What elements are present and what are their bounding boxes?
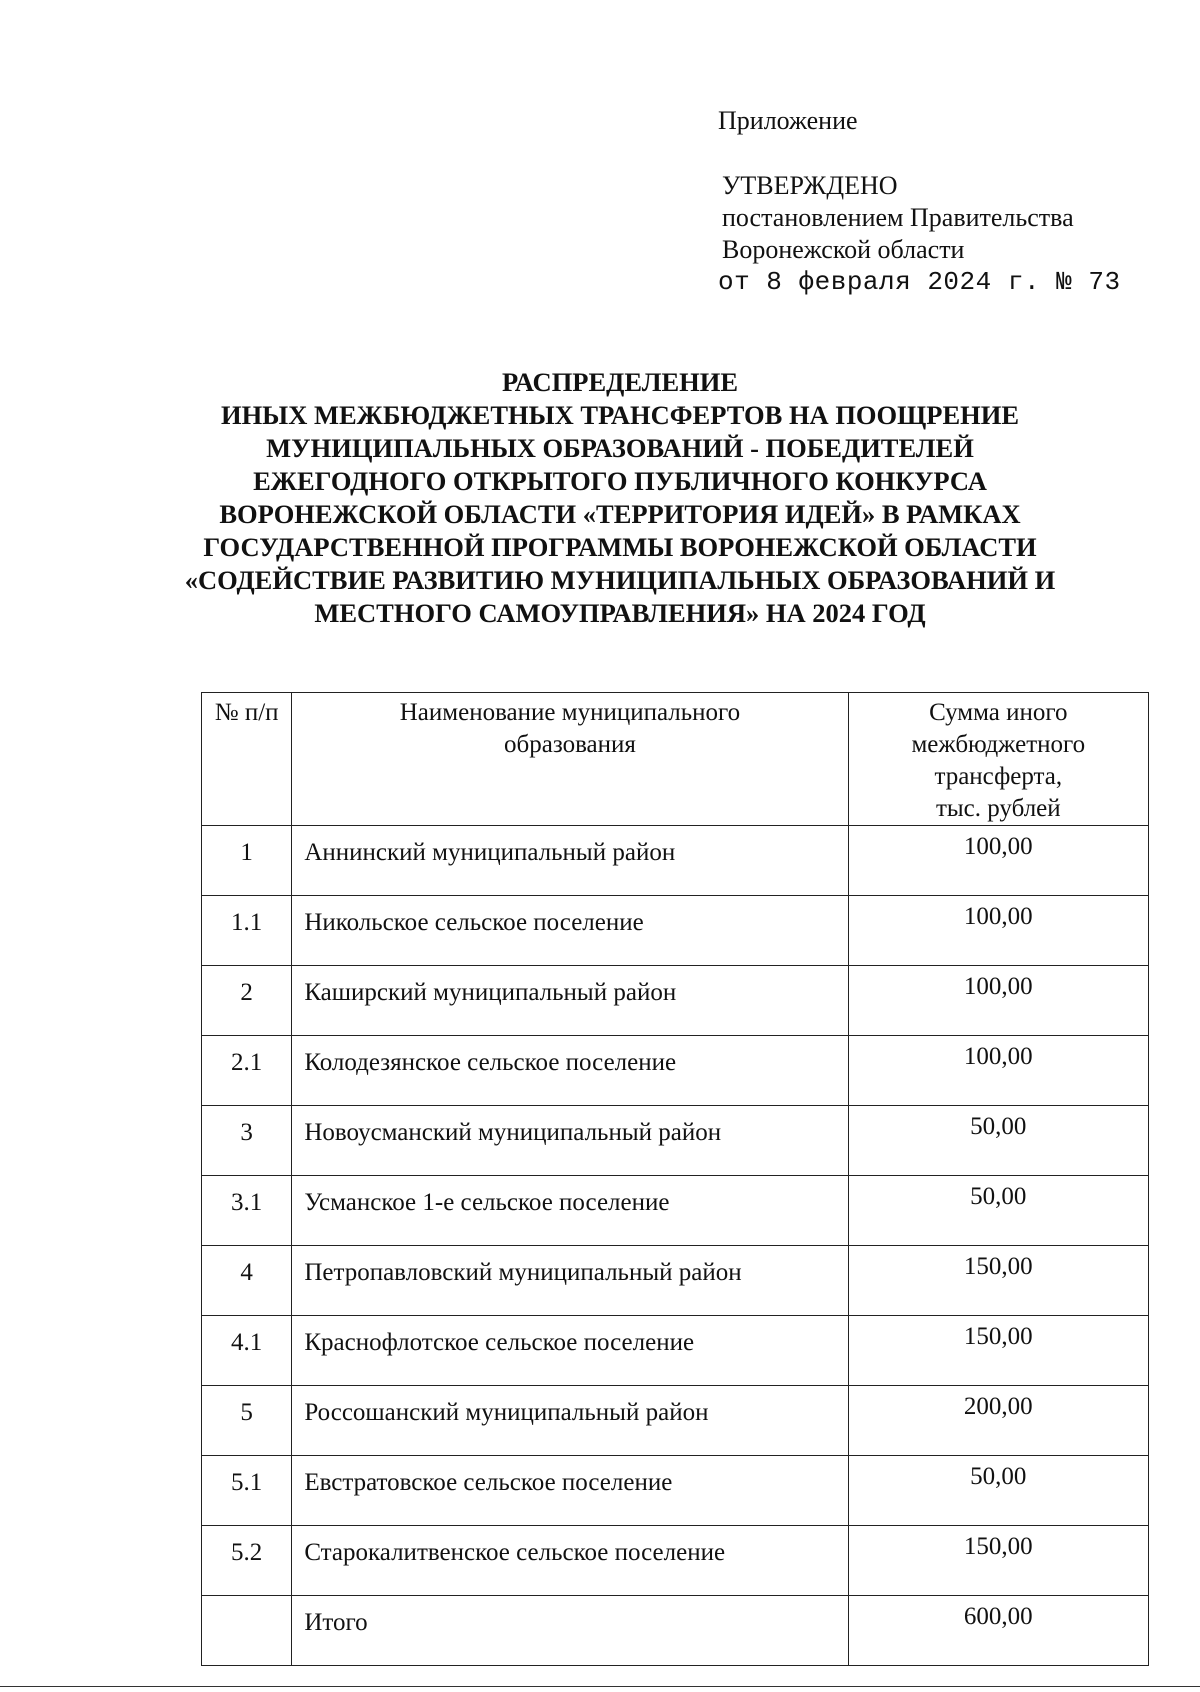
row-name: Старокалитвенское сельское поселение xyxy=(292,1526,848,1596)
row-name: Петропавловский муниципальный район xyxy=(292,1246,848,1316)
table-row xyxy=(202,826,1149,896)
row-name: Евстратовское сельское поселение xyxy=(292,1456,848,1526)
row-sum: 150,00 xyxy=(848,1526,1148,1596)
row-name: Итого xyxy=(292,1596,848,1666)
title-line: МЕСТНОГО САМОУПРАВЛЕНИЯ» НА 2024 ГОД xyxy=(314,598,926,628)
row-number: 2.1 xyxy=(202,1036,292,1106)
row-sum: 600,00 xyxy=(848,1596,1148,1666)
row-number: 2 xyxy=(202,966,292,1036)
row-number: 3 xyxy=(202,1106,292,1176)
row-sum: 200,00 xyxy=(848,1386,1148,1456)
approved-by: постановлением Правительства xyxy=(722,203,1074,232)
title-line: ВОРОНЕЖСКОЙ ОБЛАСТИ «ТЕРРИТОРИЯ ИДЕЙ» В РАМКАХ xyxy=(219,499,1021,529)
appendix-label: Приложение xyxy=(718,106,858,135)
row-name: Усманское 1-е сельское поселение xyxy=(292,1176,848,1246)
row-number: 4 xyxy=(202,1246,292,1316)
title-line: ГОСУДАРСТВЕННОЙ ПРОГРАММЫ ВОРОНЕЖСКОЙ ОБЛАСТИ xyxy=(203,532,1037,562)
title-line: ИНЫХ МЕЖБЮДЖЕТНЫХ ТРАНСФЕРТОВ НА ПООЩРЕНИЕ xyxy=(220,400,1020,430)
approved-heading: УТВЕРЖДЕНО xyxy=(722,171,898,200)
row-number: 5.2 xyxy=(202,1526,292,1596)
table-row xyxy=(202,1106,1149,1176)
row-number: 1 xyxy=(202,826,292,896)
table-row xyxy=(202,966,1149,1036)
row-sum: 150,00 xyxy=(848,1246,1148,1316)
bottom-rule xyxy=(0,1686,1200,1687)
table-row xyxy=(202,1036,1149,1106)
row-name: Аннинский муниципальный район xyxy=(292,826,848,896)
title-line: МУНИЦИПАЛЬНЫХ ОБРАЗОВАНИЙ - ПОБЕДИТЕЛЕЙ xyxy=(266,433,974,463)
table-row xyxy=(202,1246,1149,1316)
row-name: Никольское сельское поселение xyxy=(292,896,848,966)
total-row xyxy=(202,1596,1149,1666)
approval-date-stamp: от 8 февраля 2024 г. № 73 xyxy=(718,267,1121,297)
table-row xyxy=(202,1386,1149,1456)
row-sum: 50,00 xyxy=(848,1106,1148,1176)
document-title xyxy=(160,366,1080,630)
header-sum: Сумма иного межбюджетного трансферта, тыс. рублей xyxy=(848,693,1148,826)
approved-region: Воронежской области xyxy=(722,235,965,264)
table-header-row xyxy=(202,693,1149,826)
table-row xyxy=(202,1316,1149,1386)
approval-block xyxy=(718,170,1121,298)
title-line: «СОДЕЙСТВИЕ РАЗВИТИЮ МУНИЦИПАЛЬНЫХ ОБРАЗОВАНИЙ И xyxy=(184,565,1056,595)
row-number xyxy=(202,1596,292,1666)
table-row xyxy=(202,896,1149,966)
table-row xyxy=(202,1456,1149,1526)
table-row xyxy=(202,1176,1149,1246)
row-number: 4.1 xyxy=(202,1316,292,1386)
row-number: 1.1 xyxy=(202,896,292,966)
row-sum: 50,00 xyxy=(848,1456,1148,1526)
row-number: 5 xyxy=(202,1386,292,1456)
title-line: ЕЖЕГОДНОГО ОТКРЫТОГО ПУБЛИЧНОГО КОНКУРСА xyxy=(253,466,987,496)
row-number: 3.1 xyxy=(202,1176,292,1246)
distribution-table xyxy=(201,692,1149,1666)
row-name: Новоусманский муниципальный район xyxy=(292,1106,848,1176)
row-sum: 100,00 xyxy=(848,826,1148,896)
header-name: Наименование муниципального образования xyxy=(292,693,848,826)
row-sum: 50,00 xyxy=(848,1176,1148,1246)
table-row xyxy=(202,1526,1149,1596)
row-sum: 100,00 xyxy=(848,966,1148,1036)
row-number: 5.1 xyxy=(202,1456,292,1526)
row-name: Колодезянское сельское поселение xyxy=(292,1036,848,1106)
row-name: Каширский муниципальный район xyxy=(292,966,848,1036)
header-num: № п/п xyxy=(202,693,292,826)
title-line: РАСПРЕДЕЛЕНИЕ xyxy=(501,367,739,397)
row-name: Россошанский муниципальный район xyxy=(292,1386,848,1456)
row-name: Краснофлотское сельское поселение xyxy=(292,1316,848,1386)
row-sum: 100,00 xyxy=(848,896,1148,966)
row-sum: 150,00 xyxy=(848,1316,1148,1386)
row-sum: 100,00 xyxy=(848,1036,1148,1106)
